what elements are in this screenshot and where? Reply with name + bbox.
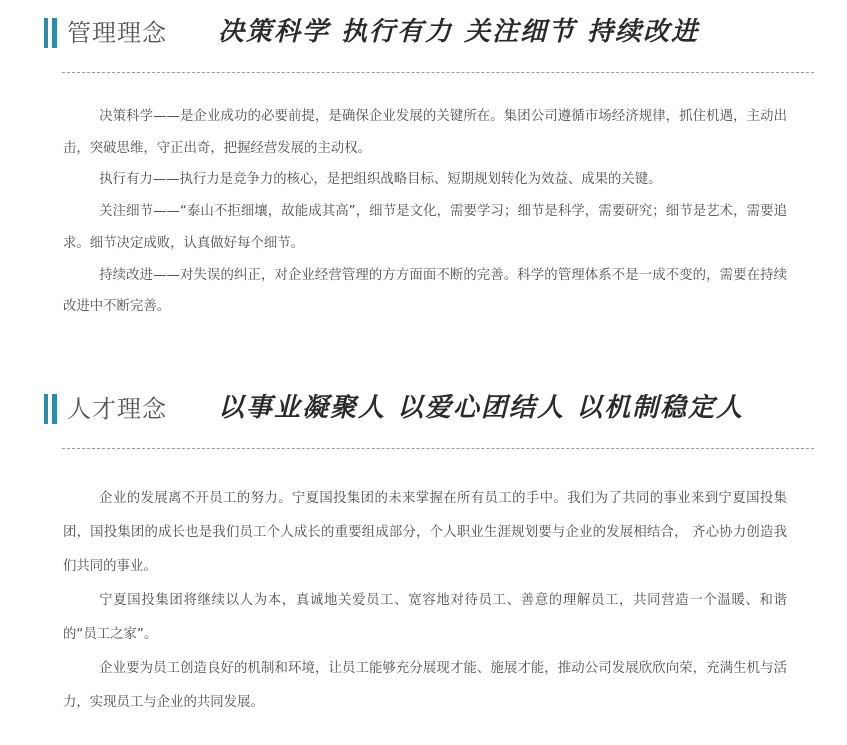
- paragraph: 企业要为员工创造良好的机制和环境，让员工能够充分展现才能、施展才能，推动公司发展欣欣向荣，充满生机与活力，实现员工与企业的共同发展。: [63, 661, 787, 710]
- section-slogan: 以事业凝聚人 以爱心团结人 以机制稳定人: [218, 393, 745, 423]
- section-title: 人才理念: [67, 395, 167, 423]
- section-title: 管理理念: [67, 19, 167, 47]
- paragraph: 企业的发展离不开员工的努力。宁夏国投集团的未来掌握在所有员工的手中。我们为了共同的事业来到宁夏国投集团，国投集团的成长也是我们员工个人成长的重要组成部分，个人职业生涯规划要与企业的发展相结合， 齐心协力创造我们共同的事业。: [63, 491, 787, 574]
- dashed-divider: [62, 72, 814, 73]
- paragraph: 执行有力——执行力是竞争力的核心，是把组织战略目标、短期规划转化为效益、成果的关键。: [99, 172, 662, 188]
- paragraph: 关注细节——“泰山不拒细壤，故能成其高”，细节是文化，需要学习；细节是科学，需要研究；细节是艺术，需要追求。细节决定成败，认真做好每个细节。: [63, 204, 787, 251]
- section-body: [63, 482, 787, 720]
- section-header: [0, 12, 847, 58]
- management-philosophy-section: [0, 12, 847, 315]
- section-body: [63, 101, 787, 323]
- paragraph: 决策科学——是企业成功的必要前提，是确保企业发展的关键所在。集团公司遵循市场经济规律，抓住机遇，主动出击，突破思维，守正出奇，把握经营发展的主动权。: [63, 109, 787, 156]
- paragraph: 持续改进——对失误的纠正，对企业经营管理的方方面面不断的完善。科学的管理体系不是一成不变的，需要在持续改进中不断完善。: [63, 267, 787, 315]
- talent-philosophy-section: [0, 388, 847, 710]
- section-header: [0, 388, 847, 434]
- dashed-divider: [62, 448, 814, 449]
- paragraph: 宁夏国投集团将继续以人为本，真诚地关爱员工、宽容地对待员工、善意的理解员工，共同营造一个温暖、和谐的“员工之家”。: [63, 593, 787, 642]
- section-slogan: 决策科学 执行有力 关注细节 持续改进: [218, 17, 700, 47]
